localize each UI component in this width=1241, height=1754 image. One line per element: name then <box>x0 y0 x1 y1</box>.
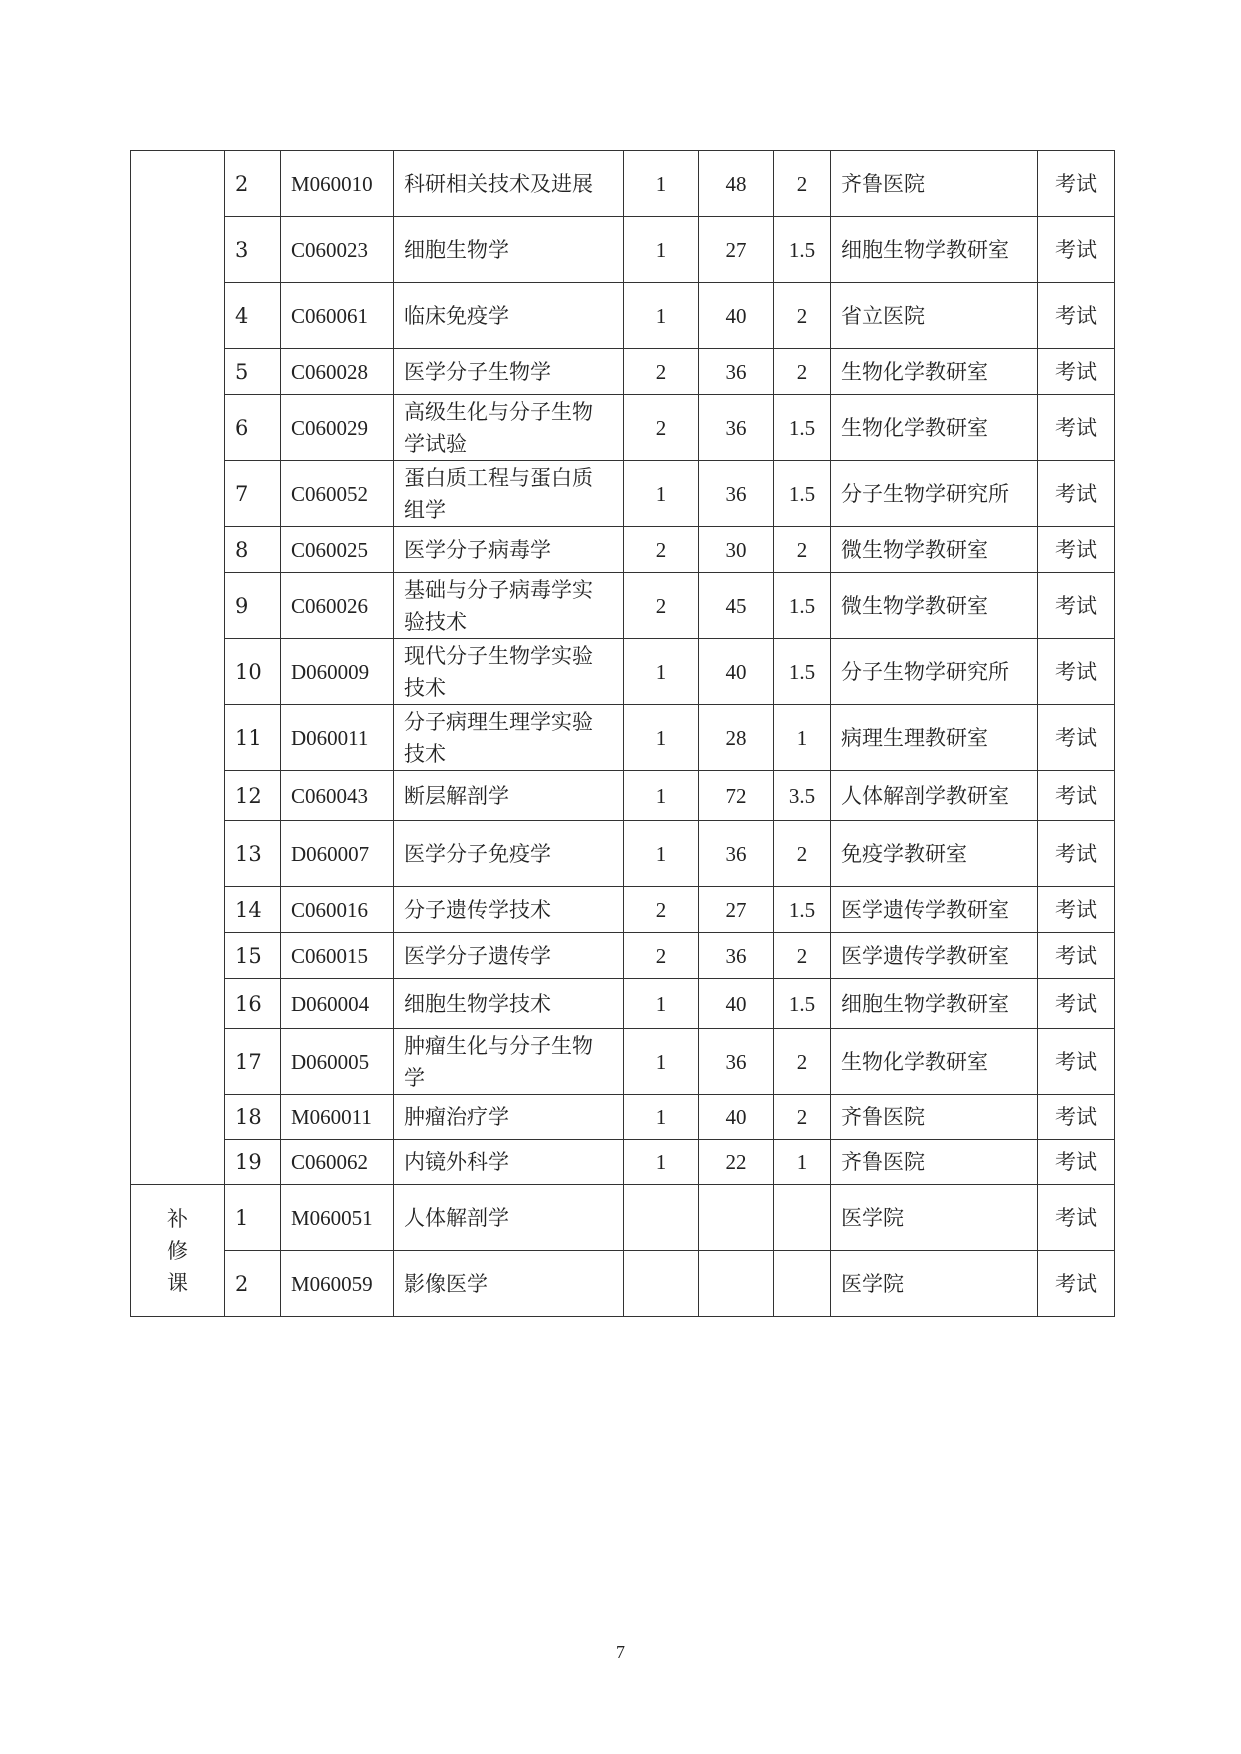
exam-type-cell: 考试 <box>1038 527 1115 573</box>
course-name: 细胞生物学技术 <box>394 979 624 1029</box>
semester-cell: 2 <box>624 573 699 639</box>
hours-cell: 30 <box>699 527 774 573</box>
course-number: 4 <box>225 283 281 349</box>
course-code: C060023 <box>281 217 394 283</box>
credits-cell: 2 <box>774 283 831 349</box>
course-name: 高级生化与分子生物学试验 <box>394 395 624 461</box>
course-name: 蛋白质工程与蛋白质组学 <box>394 461 624 527</box>
semester-cell <box>624 1251 699 1317</box>
course-name: 细胞生物学 <box>394 217 624 283</box>
course-code: D060005 <box>281 1029 394 1095</box>
table-row <box>131 979 1115 1029</box>
semester-cell: 1 <box>624 1140 699 1185</box>
course-code: C060043 <box>281 771 394 821</box>
semester-cell <box>624 1185 699 1251</box>
hours-cell: 40 <box>699 283 774 349</box>
semester-cell: 1 <box>624 283 699 349</box>
exam-type-cell: 考试 <box>1038 1095 1115 1140</box>
table-row <box>131 1095 1115 1140</box>
table-row <box>131 573 1115 639</box>
hours-cell: 27 <box>699 887 774 933</box>
table-row <box>131 283 1115 349</box>
exam-type-cell: 考试 <box>1038 461 1115 527</box>
course-name: 影像医学 <box>394 1251 624 1317</box>
hours-cell: 22 <box>699 1140 774 1185</box>
department-cell: 分子生物学研究所 <box>831 639 1038 705</box>
category-cell <box>131 151 225 1185</box>
hours-cell: 36 <box>699 461 774 527</box>
credits-cell: 2 <box>774 821 831 887</box>
course-code: M060059 <box>281 1251 394 1317</box>
table-row <box>131 151 1115 217</box>
table-row <box>131 1185 1115 1251</box>
semester-cell: 1 <box>624 151 699 217</box>
exam-type-cell: 考试 <box>1038 1185 1115 1251</box>
department-cell: 医学遗传学教研室 <box>831 933 1038 979</box>
course-number: 10 <box>225 639 281 705</box>
exam-type-cell: 考试 <box>1038 705 1115 771</box>
course-number: 5 <box>225 349 281 395</box>
credits-cell: 1.5 <box>774 573 831 639</box>
course-number: 1 <box>225 1185 281 1251</box>
page-number: 7 <box>616 1642 625 1662</box>
course-name: 现代分子生物学实验技术 <box>394 639 624 705</box>
credits-cell <box>774 1185 831 1251</box>
hours-cell: 72 <box>699 771 774 821</box>
exam-type-cell: 考试 <box>1038 771 1115 821</box>
credits-cell: 1.5 <box>774 887 831 933</box>
course-code: C060025 <box>281 527 394 573</box>
course-name: 分子病理生理学实验技术 <box>394 705 624 771</box>
course-name: 基础与分子病毒学实验技术 <box>394 573 624 639</box>
semester-cell: 2 <box>624 395 699 461</box>
course-number: 9 <box>225 573 281 639</box>
category-cell <box>131 1185 225 1317</box>
course-code: M060011 <box>281 1095 394 1140</box>
course-number: 12 <box>225 771 281 821</box>
table-row <box>131 527 1115 573</box>
department-cell: 医学遗传学教研室 <box>831 887 1038 933</box>
course-code: D060011 <box>281 705 394 771</box>
hours-cell: 36 <box>699 821 774 887</box>
department-cell: 病理生理教研室 <box>831 705 1038 771</box>
course-number: 19 <box>225 1140 281 1185</box>
course-name: 科研相关技术及进展 <box>394 151 624 217</box>
hours-cell: 36 <box>699 1029 774 1095</box>
exam-type-cell: 考试 <box>1038 979 1115 1029</box>
exam-type-cell: 考试 <box>1038 1251 1115 1317</box>
table-row <box>131 1251 1115 1317</box>
department-cell: 齐鲁医院 <box>831 1095 1038 1140</box>
semester-cell: 1 <box>624 217 699 283</box>
hours-cell: 40 <box>699 979 774 1029</box>
credits-cell: 3.5 <box>774 771 831 821</box>
hours-cell: 36 <box>699 395 774 461</box>
course-code: C060026 <box>281 573 394 639</box>
credits-cell: 2 <box>774 1095 831 1140</box>
course-name: 内镜外科学 <box>394 1140 624 1185</box>
hours-cell: 28 <box>699 705 774 771</box>
course-name: 人体解剖学 <box>394 1185 624 1251</box>
semester-cell: 1 <box>624 1095 699 1140</box>
course-table <box>130 150 1115 1317</box>
exam-type-cell: 考试 <box>1038 573 1115 639</box>
credits-cell: 2 <box>774 151 831 217</box>
semester-cell: 1 <box>624 771 699 821</box>
course-name: 肿瘤生化与分子生物学 <box>394 1029 624 1095</box>
course-code: C060015 <box>281 933 394 979</box>
course-name: 医学分子病毒学 <box>394 527 624 573</box>
hours-cell: 36 <box>699 933 774 979</box>
exam-type-cell: 考试 <box>1038 151 1115 217</box>
semester-cell: 1 <box>624 705 699 771</box>
table-row <box>131 395 1115 461</box>
credits-cell: 1 <box>774 1140 831 1185</box>
course-number: 17 <box>225 1029 281 1095</box>
table-row <box>131 705 1115 771</box>
course-name: 临床免疫学 <box>394 283 624 349</box>
course-name: 医学分子免疫学 <box>394 821 624 887</box>
credits-cell: 2 <box>774 1029 831 1095</box>
exam-type-cell: 考试 <box>1038 395 1115 461</box>
course-name: 分子遗传学技术 <box>394 887 624 933</box>
hours-cell: 48 <box>699 151 774 217</box>
course-code: D060007 <box>281 821 394 887</box>
course-number: 14 <box>225 887 281 933</box>
department-cell: 分子生物学研究所 <box>831 461 1038 527</box>
course-number: 8 <box>225 527 281 573</box>
semester-cell: 1 <box>624 821 699 887</box>
department-cell: 齐鲁医院 <box>831 151 1038 217</box>
course-name: 医学分子生物学 <box>394 349 624 395</box>
department-cell: 生物化学教研室 <box>831 1029 1038 1095</box>
table-row <box>131 771 1115 821</box>
credits-cell <box>774 1251 831 1317</box>
semester-cell: 2 <box>624 527 699 573</box>
hours-cell: 45 <box>699 573 774 639</box>
department-cell: 细胞生物学教研室 <box>831 217 1038 283</box>
table-row <box>131 821 1115 887</box>
exam-type-cell: 考试 <box>1038 217 1115 283</box>
course-code: C060029 <box>281 395 394 461</box>
table-row <box>131 933 1115 979</box>
semester-cell: 1 <box>624 461 699 527</box>
table-row <box>131 217 1115 283</box>
credits-cell: 1 <box>774 705 831 771</box>
course-number: 7 <box>225 461 281 527</box>
course-name: 断层解剖学 <box>394 771 624 821</box>
semester-cell: 2 <box>624 887 699 933</box>
credits-cell: 2 <box>774 527 831 573</box>
department-cell: 细胞生物学教研室 <box>831 979 1038 1029</box>
course-number: 13 <box>225 821 281 887</box>
course-code: C060052 <box>281 461 394 527</box>
credits-cell: 1.5 <box>774 461 831 527</box>
semester-cell: 1 <box>624 1029 699 1095</box>
credits-cell: 2 <box>774 349 831 395</box>
exam-type-cell: 考试 <box>1038 887 1115 933</box>
hours-cell <box>699 1251 774 1317</box>
exam-type-cell: 考试 <box>1038 349 1115 395</box>
semester-cell: 2 <box>624 349 699 395</box>
department-cell: 生物化学教研室 <box>831 349 1038 395</box>
exam-type-cell: 考试 <box>1038 283 1115 349</box>
course-number: 15 <box>225 933 281 979</box>
course-code: D060009 <box>281 639 394 705</box>
credits-cell: 1.5 <box>774 979 831 1029</box>
credits-cell: 1.5 <box>774 639 831 705</box>
course-code: C060028 <box>281 349 394 395</box>
course-code: M060051 <box>281 1185 394 1251</box>
department-cell: 医学院 <box>831 1251 1038 1317</box>
hours-cell <box>699 1185 774 1251</box>
table-row <box>131 349 1115 395</box>
table-row <box>131 887 1115 933</box>
table-row <box>131 639 1115 705</box>
table-row <box>131 1140 1115 1185</box>
course-code: D060004 <box>281 979 394 1029</box>
course-name: 肿瘤治疗学 <box>394 1095 624 1140</box>
credits-cell: 1.5 <box>774 217 831 283</box>
department-cell: 生物化学教研室 <box>831 395 1038 461</box>
table-row <box>131 461 1115 527</box>
exam-type-cell: 考试 <box>1038 933 1115 979</box>
hours-cell: 40 <box>699 639 774 705</box>
category-label: 补修课 <box>167 1206 188 1295</box>
department-cell: 免疫学教研室 <box>831 821 1038 887</box>
hours-cell: 36 <box>699 349 774 395</box>
department-cell: 微生物学教研室 <box>831 527 1038 573</box>
course-number: 16 <box>225 979 281 1029</box>
course-code: M060010 <box>281 151 394 217</box>
course-number: 2 <box>225 1251 281 1317</box>
course-name: 医学分子遗传学 <box>394 933 624 979</box>
course-code: C060016 <box>281 887 394 933</box>
course-number: 18 <box>225 1095 281 1140</box>
semester-cell: 2 <box>624 933 699 979</box>
credits-cell: 1.5 <box>774 395 831 461</box>
department-cell: 微生物学教研室 <box>831 573 1038 639</box>
semester-cell: 1 <box>624 979 699 1029</box>
course-number: 6 <box>225 395 281 461</box>
department-cell: 齐鲁医院 <box>831 1140 1038 1185</box>
department-cell: 省立医院 <box>831 283 1038 349</box>
course-number: 11 <box>225 705 281 771</box>
table-body <box>131 151 1115 1317</box>
course-code: C060062 <box>281 1140 394 1185</box>
exam-type-cell: 考试 <box>1038 1029 1115 1095</box>
hours-cell: 27 <box>699 217 774 283</box>
department-cell: 医学院 <box>831 1185 1038 1251</box>
semester-cell: 1 <box>624 639 699 705</box>
course-number: 3 <box>225 217 281 283</box>
department-cell: 人体解剖学教研室 <box>831 771 1038 821</box>
credits-cell: 2 <box>774 933 831 979</box>
exam-type-cell: 考试 <box>1038 821 1115 887</box>
table-row <box>131 1029 1115 1095</box>
exam-type-cell: 考试 <box>1038 1140 1115 1185</box>
course-number: 2 <box>225 151 281 217</box>
exam-type-cell: 考试 <box>1038 639 1115 705</box>
hours-cell: 40 <box>699 1095 774 1140</box>
course-code: C060061 <box>281 283 394 349</box>
